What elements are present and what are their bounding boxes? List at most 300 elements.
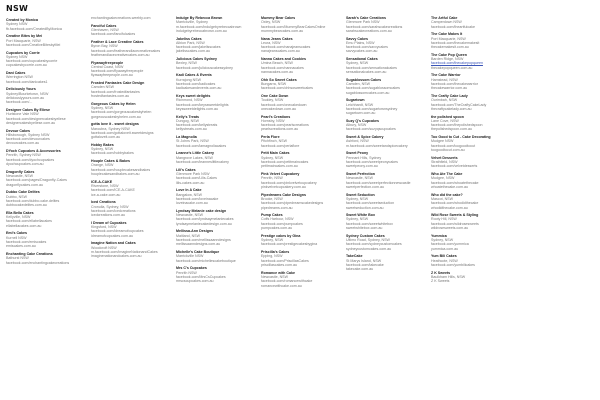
directory-column	[431, 16, 514, 291]
entry-line: facebook.com/juliciouscakessydney	[176, 65, 233, 70]
entry-line: Sydney, NSW	[346, 61, 369, 66]
entry-line: Camden, NSW	[346, 82, 370, 87]
directory-entry	[431, 254, 514, 267]
directory-entry	[6, 18, 89, 31]
entry-line: Mudgee, NSW	[431, 176, 455, 181]
directory-entry	[176, 151, 259, 164]
entry-line: Ourimbah, NSW	[431, 98, 458, 103]
entry-line: Sydney NSW	[6, 54, 28, 59]
directory-entry	[6, 34, 89, 47]
directory-entry	[431, 115, 514, 132]
entry-line: yummica.com.au	[431, 246, 459, 251]
entry-name: Enchanting Cake Creations	[6, 252, 53, 257]
directory-entry	[346, 16, 429, 33]
entry-line: facebook.com/nannacakes	[261, 65, 304, 70]
entry-name: The Cake Warrior	[431, 73, 461, 78]
entry-name: Nanna Cakes and Cookies	[261, 57, 306, 62]
entry-line: facebook.com/ICE-A-CAKE	[91, 188, 135, 193]
directory-entry	[91, 221, 174, 238]
directory-entry	[261, 78, 344, 91]
entry-line: toogoodtocut.com.au	[431, 148, 465, 153]
entry-line: Kurrajong NSW	[176, 77, 201, 82]
entry-name: One Cake Down	[261, 94, 289, 99]
entry-line: facebook.com/cupcakesbycorrie	[6, 59, 58, 64]
entry-line: takecake.com.au	[346, 267, 374, 272]
entry-line: facebook.com/frostedfantasies	[91, 89, 140, 94]
entry-name: Lyndsay Melanie cake design	[176, 208, 227, 213]
entry-line: facebook.com/sugartownsydney	[346, 106, 398, 111]
entry-line: Kurnell NSW	[6, 235, 27, 240]
entry-line: sydneycustomcakes.com.au	[346, 246, 392, 251]
entry-line: Woodcroft NSW	[91, 245, 117, 250]
directory-entry	[91, 180, 174, 197]
entry-line: deliciouslyyours.com.au	[6, 96, 45, 101]
directory-entry	[176, 266, 259, 283]
directory-entry	[6, 71, 89, 84]
entry-line: facebook.com/loveinacake	[176, 196, 219, 201]
entry-line: facebook.com/michellescakeboutique	[176, 258, 236, 263]
entry-line: whodidthecake.com.au	[431, 205, 468, 210]
directory-entry	[176, 94, 259, 111]
directory-entry	[6, 87, 89, 104]
directory-entry	[6, 108, 89, 125]
directory-entry	[176, 188, 259, 205]
entry-line: facebook.com/thepolishedspoon	[431, 123, 483, 128]
entry-line: Newcastle, NSW	[261, 274, 288, 279]
directory-entry	[176, 37, 259, 54]
entry-line: facebook.com/sarahscakecreations	[346, 24, 403, 29]
entry-line: facebook.com/perlaflore	[261, 143, 300, 148]
entry-line: Pitchfinch, NSW	[261, 139, 287, 144]
entry-name: Julicious Cakes Sydney	[176, 57, 217, 62]
entry-line: facebook.com/velvetdesserts	[431, 164, 478, 169]
directory-entry	[346, 234, 429, 251]
entry-line: pumpcakes.com.au	[261, 226, 293, 231]
entry-line: Central Coast, NSW	[91, 64, 124, 69]
entry-name: Petit Main Cakes	[261, 151, 290, 156]
entry-line: Rooty Hill, NSW	[431, 217, 457, 222]
entry-line: facebook.com/wildrosesweets	[431, 221, 479, 226]
directory-entry	[261, 151, 344, 168]
entry-line: facebook.com/whoatethecake	[431, 180, 479, 185]
entry-line: thecraftycakelady.com.au	[431, 106, 472, 111]
directory-entry	[6, 170, 89, 187]
directory-entry	[261, 37, 344, 54]
entry-line: Albury, NSW	[346, 123, 367, 128]
entry-line: ellabellacakes.com.au	[6, 223, 42, 228]
entry-line: facebook.com/gorgeouscakesbyhelen	[91, 110, 152, 115]
entry-line: Barden Ridge, NSW	[431, 57, 464, 62]
entry-line: Dubbo, NSW	[6, 194, 27, 199]
entry-line: cupcakesbycorrie.com.au	[6, 63, 47, 68]
entry-line: romancewithcake.com.au	[261, 283, 302, 288]
entry-line: thecakemakesit.com.au	[431, 45, 469, 50]
entry-line: Albion Park, NSW	[176, 40, 205, 45]
entry-name: Sugablossom Cakes	[346, 77, 382, 82]
entry-name: La Magnolia	[176, 135, 197, 140]
entry-line: featherandlacecreativecakes.com.au	[91, 52, 150, 57]
entry-name: Michelle's Cake Boutique	[176, 250, 220, 255]
entry-name: Dubbo Cake Delites	[6, 190, 40, 195]
entry-line: facebook.com/dubbo.cake.delites	[6, 198, 60, 203]
entry-line: Glenmore Park NSW	[176, 172, 210, 177]
entry-line: loveinacake.com.au	[176, 201, 208, 206]
entry-line: sensationalcakes.com.au	[346, 70, 387, 75]
entry-line: Sydney/Bourketown, NSW	[6, 91, 49, 96]
entry-name: The Cake Makes It	[431, 32, 463, 37]
entry-line: lyndsaymelaniecakedesign.com.au	[176, 221, 232, 226]
entry-line: Bungarra, NSW	[261, 82, 287, 87]
entry-name: Yummica	[431, 233, 447, 238]
entry-name: I Dream of Cupcakes	[91, 220, 127, 225]
directory-columns	[6, 16, 514, 291]
entry-line: facebook.com/sweetperfectionnewcastle	[346, 180, 411, 185]
directory-entry	[6, 252, 89, 265]
directory-column	[6, 18, 89, 291]
entry-line: sweetwhitebox.com.au	[346, 226, 383, 231]
entry-name: Nana Jeans Cakes	[261, 36, 293, 41]
entry-line: thecakepopqueen.com.au	[431, 65, 473, 70]
entry-line: facebook.com/devourcakes	[6, 137, 50, 142]
directory-entry	[431, 271, 514, 284]
directory-entry	[91, 241, 174, 258]
directory-entry	[91, 40, 174, 57]
directory-entry	[6, 149, 89, 166]
entry-line: m.facebook.com/sweetandspicecakery	[346, 143, 408, 148]
entry-line: facebook.com/jakelisscakes	[176, 45, 221, 50]
entry-line: Hurlstone Vale NSW	[6, 112, 39, 117]
entry-line: sugartown.com.au	[346, 111, 376, 116]
directory-entry	[91, 122, 174, 139]
entry-line: facebook.com/flyawayfreepeople	[91, 69, 144, 74]
directory-entry	[176, 209, 259, 226]
entry-line: Newcastle, NSW	[346, 176, 373, 181]
entry-line: sweetperfection.com.au	[346, 184, 384, 189]
entry-line: facebook.com/lyndsaymelaniecakes	[176, 217, 234, 222]
entry-line: m.facebook.com/ImagineNationandCakes	[91, 250, 158, 255]
entry-line: Leichhardt, NSW	[346, 102, 374, 107]
directory-entry	[91, 200, 174, 217]
entry-name: Pipedreams Cake Designs	[261, 192, 306, 197]
entry-line: facebook.com/houplecakesandbakes	[91, 167, 151, 172]
entry-name: Houple Cakes & Bakes	[91, 159, 130, 164]
entry-name: Lili's Cakes	[176, 167, 196, 172]
entry-line: savvycakes.com.au	[346, 49, 378, 54]
entry-name: gotta love it - sweet designs	[91, 122, 139, 127]
entry-name: Velvet Desserts	[431, 155, 458, 160]
entry-line: Newcastle, NSW	[176, 213, 203, 218]
entry-line: facebook.com/featherandlacecreativecakes	[91, 48, 161, 53]
entry-line: facebook.com/Lilis-Cakes	[176, 176, 217, 181]
entry-line: onecakedown.com.au	[261, 106, 296, 111]
entry-name: Sweet & Spice Cakery	[346, 135, 384, 140]
entry-line: icedcreations.com.au	[91, 213, 125, 218]
entry-line: jakelisscakes.com.au	[176, 49, 210, 54]
entry-line: Z K Sweets	[431, 279, 450, 284]
entry-name: Dani Cakes	[6, 71, 26, 76]
entry-line: St Johns Park, NSW	[176, 139, 209, 144]
directory-entry	[91, 61, 174, 78]
entry-line: Coffs Harbour, NSW	[261, 217, 294, 222]
entry-line: facebook.com/MrsCsCupcakes	[176, 274, 226, 279]
directory-entry	[346, 135, 429, 148]
entry-line: facebook.com/whodidthecake	[431, 201, 479, 206]
entry-name: Sweet White Box	[346, 213, 375, 218]
entry-name: Iced Creations	[91, 200, 116, 205]
directory-entry	[176, 250, 259, 263]
directory-column	[176, 16, 259, 291]
entry-line: Sydney, NSW	[346, 196, 369, 201]
directory-entry	[176, 16, 259, 33]
directory-column	[261, 16, 344, 291]
entry-line: facebook.com/idreamofcupcakes	[91, 229, 144, 234]
entry-name: Indulge By Rebecca Brown	[176, 16, 223, 20]
entry-line: facebook.com/danicakes1	[6, 79, 48, 84]
entry-line: sweetpeony.com.au	[346, 164, 378, 169]
entry-line: nannacakes.com.au	[261, 70, 294, 75]
directory-entry	[261, 135, 344, 148]
entry-line: facebook.com/TheCraftyCakeLady	[431, 102, 487, 107]
entry-line: Bexley, NSW	[176, 61, 197, 66]
entry-line: Maroubra, Sydney NSW	[91, 126, 130, 131]
entry-name: Prestige cakes by Gina	[261, 233, 301, 238]
entry-name: Jakeliss Cakes	[176, 36, 202, 41]
directory-entry	[176, 229, 259, 246]
entry-line: facebook.com/prestigecakesbygina	[261, 242, 318, 247]
entry-line: Penrith NSW	[176, 270, 197, 275]
entry-name: Gorgeous Cakes by Helen	[91, 101, 136, 106]
entry-name: Wild Rose Sweets & Styling	[431, 213, 479, 218]
entry-line: Dungog, NSW	[176, 118, 199, 123]
entry-line: Hamstead, NSW	[431, 77, 458, 82]
directory-entry	[431, 172, 514, 189]
entry-name: Perla Flore	[261, 135, 280, 140]
entry-line: mummybearcakes.com.au	[261, 28, 304, 33]
entry-line: Glenmore Park NSW	[346, 20, 380, 25]
entry-line: dyochcupcakes.com.au	[6, 162, 44, 167]
directory-entry	[261, 234, 344, 247]
entry-line: Sydney, NSW	[261, 238, 284, 243]
directory-column	[346, 16, 429, 291]
entry-line: Newcastle, NSW	[6, 174, 33, 179]
entry-line: pipedreams.com.au	[261, 205, 293, 210]
entry-line: Sydney, NSW	[91, 106, 114, 110]
entry-line: facebook.com/icedcreations	[91, 208, 136, 213]
entry-name: Kelly's Treats	[176, 114, 200, 119]
entry-line: facebook.com/onecakedown	[261, 102, 307, 107]
entry-line: mrscscupcakes.com.au	[176, 279, 214, 284]
entry-line: Toukley, NSW	[261, 98, 284, 103]
entry-line: facebook.com/PriscillasCakes	[261, 258, 309, 263]
entry-line: facebook.com/keyssweetdelights	[176, 102, 229, 107]
directory-entry	[261, 271, 344, 288]
entry-line: wildrosesweets.com.au	[431, 226, 469, 231]
directory-entry	[6, 231, 89, 248]
entry-line: Mudgee NSW	[431, 139, 454, 144]
entry-line: facebook.com/sweetpeonycakes	[346, 160, 398, 165]
directory-entry	[91, 81, 174, 98]
entry-line: facebook.com/thecakemakesit	[431, 40, 480, 45]
entry-link[interactable]: facebook.com/thecakepopqueen	[431, 61, 483, 66]
directory-entry	[431, 213, 514, 230]
entry-line: Glenhaven, NSW	[91, 27, 119, 32]
entry-line: facebook.com/ohhsosweetcakes	[261, 86, 313, 91]
entry-line: thepolishedspoon.com.au	[431, 127, 472, 132]
entry-name: The Artful Cake	[431, 16, 458, 20]
entry-line: Ultimo Road, Sydney, NSW	[346, 238, 390, 243]
directory-entry	[261, 115, 344, 132]
entry-name: Sugartown	[346, 98, 365, 103]
directory-entry	[6, 51, 89, 68]
entry-line: facebook.com/sweetwhitebox	[346, 221, 393, 226]
entry-line: facebook.com/pearlscreations	[261, 123, 309, 128]
entry-line: enchantingcakecreations.weebly.com	[91, 16, 151, 20]
directory-entry	[431, 135, 514, 152]
directory-entry	[431, 234, 514, 251]
entry-name: Z K Sweets	[431, 270, 451, 275]
entry-line: facebook.com/leanneslittlecakery	[176, 160, 229, 165]
directory-entry	[261, 94, 344, 111]
entry-name: The Cake Pop Queen	[431, 52, 467, 57]
entry-name: Deliciously Yours	[6, 87, 36, 92]
entry-line: Ashford, NSW	[346, 139, 369, 144]
entry-name: Love In A Cake	[176, 188, 202, 193]
entry-line: facebook.com/pages/Dragonfly-Cakes	[6, 178, 67, 183]
entry-line: Kingsford, NSW	[91, 225, 117, 230]
entry-line: Bangalow, NSW	[176, 192, 202, 197]
entry-line: Richmond, NSW	[176, 98, 203, 103]
entry-name: Suzy Q's Cupcakes	[346, 118, 380, 123]
entry-name: The Crafty Cake Lady	[431, 94, 468, 99]
entry-name: Designer Cakes By Eliese	[6, 108, 50, 112]
directory-entry	[176, 115, 259, 132]
directory-entry	[431, 73, 514, 90]
directory-entry	[346, 172, 429, 189]
directory-entry	[346, 37, 429, 54]
directory-entry	[431, 94, 514, 111]
entry-line: facebook.com/gottaloveit.sweetdesigns	[91, 130, 154, 135]
directory-entry	[91, 24, 174, 37]
entry-line: Mascot, NSW	[431, 196, 453, 201]
entry-line: Hornsby, NSW	[261, 118, 285, 123]
entry-line: Port Macquarie, NSW	[6, 38, 41, 43]
entry-name: ICE-A-CAKE	[91, 179, 113, 184]
entry-name: Ohh So Sweet Cakes	[261, 77, 297, 82]
entry-line: Marrickville NSW	[176, 254, 204, 259]
entry-line: houplecakesandbakes.com.au	[91, 172, 140, 177]
directory-entry	[91, 102, 174, 119]
entry-line: facebook.com/yummica	[431, 242, 469, 247]
directory-entry	[431, 16, 514, 29]
entry-name: Mellissa-Ann Designs	[176, 229, 214, 234]
entry-line: petitmaincakes.com.au	[261, 164, 298, 169]
entry-line: Oxley, NSW	[261, 20, 281, 25]
entry-name: Creative Bites by Mei	[6, 34, 43, 39]
entry-line: St Marys Island, NSW	[346, 258, 382, 263]
entry-line: Cronulla, Sydney, NSW	[91, 204, 129, 209]
entry-name: Cupcakes by Corrie	[6, 50, 40, 55]
directory-entry	[176, 135, 259, 148]
directory-entry	[6, 129, 89, 146]
entry-line: pearlscreations.com.au	[261, 127, 299, 132]
entry-line: Sydney, NSW	[431, 238, 454, 243]
entry-line: Camperdown NSW	[431, 20, 462, 25]
entry-line: Marrickville, Sydney	[176, 20, 208, 25]
entry-line: pinkvelvetcupcakery.com.au	[261, 184, 306, 189]
entry-line: facebook.com/fancifulcakes	[91, 32, 136, 37]
entry-line: facebook.com/petitmaincakes	[261, 160, 309, 165]
entry-line: facebook.com/MummyBearCakesOnline	[261, 24, 326, 29]
entry-line: facebook.com/takecake	[346, 262, 384, 267]
entry-line: idreamofcupcakes.com.au	[91, 233, 133, 238]
entry-line: facebook.com/nanajeanscakes	[261, 45, 311, 50]
entry-line: dragonflycakes.com.au	[6, 182, 43, 187]
entry-line: facebook.com/kadicakes	[176, 82, 216, 87]
entry-line: Maitland, NSW	[176, 233, 200, 238]
entry-line: Byron Bay, NSW	[91, 44, 118, 49]
directory-entry	[176, 168, 259, 185]
entry-name: Frosted Fantasies Cake Design	[91, 81, 145, 86]
directory-entry	[261, 57, 344, 74]
directory-entry	[346, 213, 429, 230]
entry-line: Bathurst NSW	[6, 256, 29, 261]
directory-entry	[346, 151, 429, 168]
entry-line: Epping, NSW	[261, 254, 283, 259]
entry-line: sweetseduction.com.au	[346, 205, 384, 210]
entry-name: Priscilla's Cakes	[261, 250, 290, 255]
directory-entry	[346, 57, 429, 74]
entry-line: Heathcote, NSW	[431, 258, 458, 263]
entry-line: mellissaanndesigns.com.au	[176, 242, 221, 247]
entry-name: Created by Monica	[6, 18, 38, 22]
entry-name: Keys sweet delights	[176, 94, 211, 99]
directory-entry	[6, 211, 89, 228]
entry-line: facebook.com/pumpcakes	[261, 221, 303, 226]
entry-line: Strathfield, NSW	[431, 160, 458, 165]
entry-line: facebook.com/pipedreamscakedesigns	[261, 201, 324, 206]
entry-name: Romance with Cake	[261, 270, 295, 275]
directory-entry	[346, 78, 429, 95]
entry-line: Penrith, NSW	[261, 176, 283, 181]
entry-line: gottaloveit.com.au	[91, 135, 121, 140]
entry-name: Feather & Lace Creative Cakes	[91, 39, 144, 44]
directory-column	[91, 16, 174, 291]
entry-name: Yum Bili Cakes	[431, 254, 457, 259]
directory-entry	[261, 16, 344, 33]
entry-line: designercakesbyeliese.com.au	[6, 120, 56, 125]
entry-line: Hillsborough, Sydney NSW	[6, 132, 50, 137]
entry-line: facebook.com/mellissaanndesigns	[176, 238, 231, 243]
entry-name: Who Ate The Cake	[431, 172, 463, 177]
directory-entry	[346, 98, 429, 115]
entry-name: Flyawayfreepeople	[91, 60, 124, 65]
entry-name: Sensational Cakes	[346, 57, 378, 62]
entry-line: dubbocakedelites.com.au	[6, 203, 47, 208]
entry-name: Sydney Custom Cakes	[346, 233, 385, 238]
directory-entry	[6, 190, 89, 207]
entry-line: frostedfantasies.com.au	[91, 94, 130, 99]
entry-line: facebook.com/dyochcupcakes	[6, 157, 55, 162]
directory-entry	[261, 193, 344, 210]
entry-line: facebook.com/hobbybakes	[91, 151, 134, 156]
directory-entry	[431, 156, 514, 169]
entry-name: Too Good to Cut - Cake Decorating	[431, 135, 491, 140]
entry-name: Sweet Seduction	[346, 192, 375, 197]
entry-line: facebook.com/romancewithcake	[261, 279, 313, 284]
entry-name: Mrs C's Cupcakes	[176, 266, 207, 271]
entry-line: gorgeouscakesbyhelen.com.au	[91, 114, 141, 119]
entry-line: facebook.com/enchantingcakecreations	[6, 260, 70, 265]
